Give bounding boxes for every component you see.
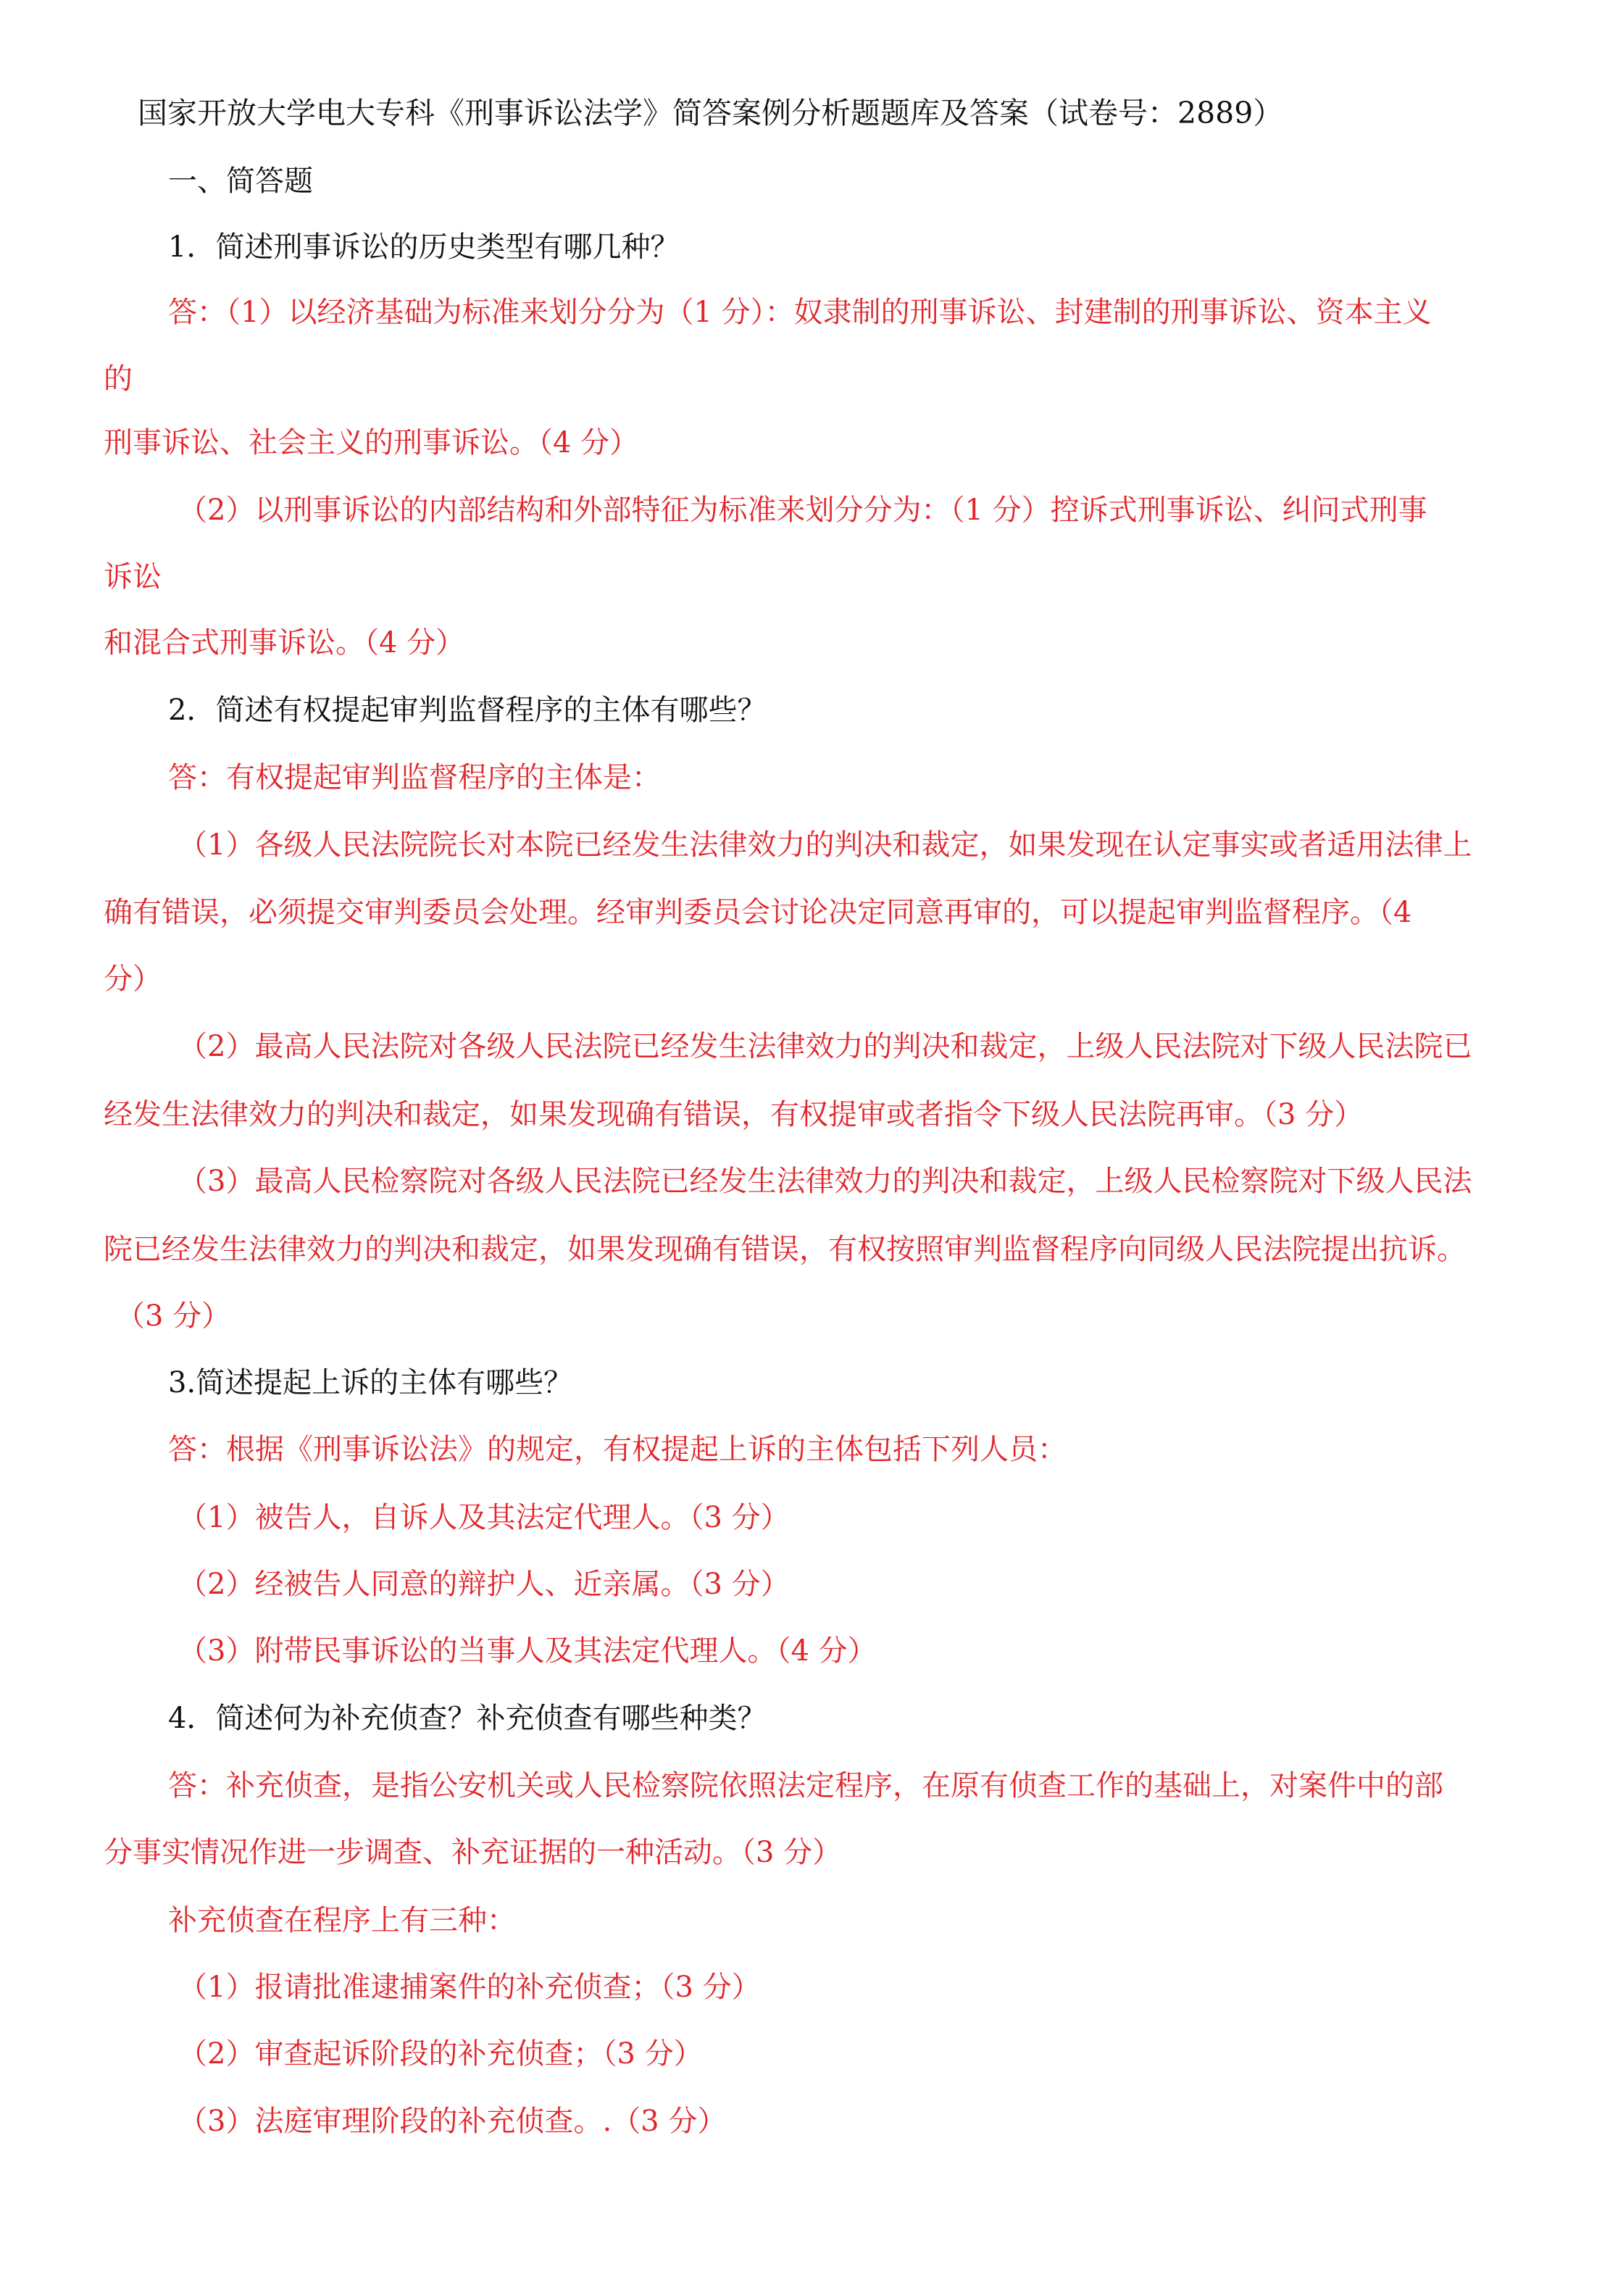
answer-line: 答：（1）以经济基础为标准来划分分为（1 分）：奴隶制的刑事诉讼、封建制的刑事诉讼、资本主义	[168, 296, 1432, 329]
answer-line: 答：补充侦查，是指公安机关或人民检察院依照法定程序，在原有侦查工作的基础上，对案件中的部	[168, 1769, 1443, 1802]
question-3: 3.简述提起上诉的主体有哪些？	[168, 1366, 573, 1399]
answer-line: 分事实情况作进一步调查、补充证据的一种活动。（3 分）	[104, 1836, 842, 1869]
answer-line: 刑事诉讼、社会主义的刑事诉讼。（4 分）	[104, 426, 639, 459]
answer-line: （3）法庭审理阶段的补充侦查。.（3 分）	[178, 2105, 727, 2138]
question-4: 4．简述何为补充侦查？补充侦查有哪些种类？	[168, 1702, 767, 1735]
answer-line: （3）附带民事诉讼的当事人及其法定代理人。（4 分）	[178, 1634, 877, 1668]
answer-line: （1）被告人，自诉人及其法定代理人。（3 分）	[178, 1501, 790, 1534]
answer-line: 答：有权提起审判监督程序的主体是：	[168, 761, 661, 794]
document-title: 国家开放大学电大专科《刑事诉讼法学》简答案例分析题题库及答案（试卷号：2889）	[138, 96, 1283, 130]
answer-line: （3 分）	[116, 1299, 231, 1333]
answer-line: （2）经被告人同意的辩护人、近亲属。（3 分）	[178, 1568, 790, 1601]
question-2: 2．简述有权提起审判监督程序的主体有哪些？	[168, 694, 767, 727]
answer-line: （1）各级人民法院院长对本院已经发生法律效力的判决和裁定，如果发现在认定事实或者适用法律上	[178, 828, 1472, 862]
question-1: 1．简述刑事诉讼的历史类型有哪几种？	[168, 230, 680, 264]
answer-line: 经发生法律效力的判决和裁定，如果发现确有错误，有权提审或者指令下级人民法院再审。（3 分）	[104, 1098, 1364, 1131]
answer-line: 和混合式刑事诉讼。（4 分）	[104, 626, 465, 660]
answer-line: 答：根据《刑事诉讼法》的规定，有权提起上诉的主体包括下列人员：	[168, 1433, 1067, 1466]
answer-line: （2）以刑事诉讼的内部结构和外部特征为标准来划分分为：（1 分）控诉式刑事诉讼、纠问式刑事	[178, 494, 1427, 527]
answer-line: 院已经发生法律效力的判决和裁定，如果发现确有错误，有权按照审判监督程序向同级人民法院提出抗诉。	[104, 1233, 1466, 1266]
answer-line: 确有错误，必须提交审判委员会处理。经审判委员会讨论决定同意再审的，可以提起审判监督程序。（4	[104, 896, 1412, 929]
answer-line: （2）最高人民法院对各级人民法院已经发生法律效力的判决和裁定，上级人民法院对下级人民法院已	[178, 1030, 1472, 1063]
answer-line: 的	[104, 362, 133, 396]
answer-line: 分）	[104, 962, 162, 996]
answer-line: （1）报请批准逮捕案件的补充侦查；（3 分）	[178, 1971, 761, 2004]
answer-line: （2）审查起诉阶段的补充侦查；（3 分）	[178, 2037, 703, 2071]
answer-line: 补充侦查在程序上有三种：	[168, 1904, 516, 1937]
answer-line: 诉讼	[104, 560, 162, 594]
answer-line: （3）最高人民检察院对各级人民法院已经发生法律效力的判决和裁定，上级人民检察院对下级人民法	[178, 1165, 1472, 1198]
section-heading: 一、简答题	[168, 165, 313, 198]
